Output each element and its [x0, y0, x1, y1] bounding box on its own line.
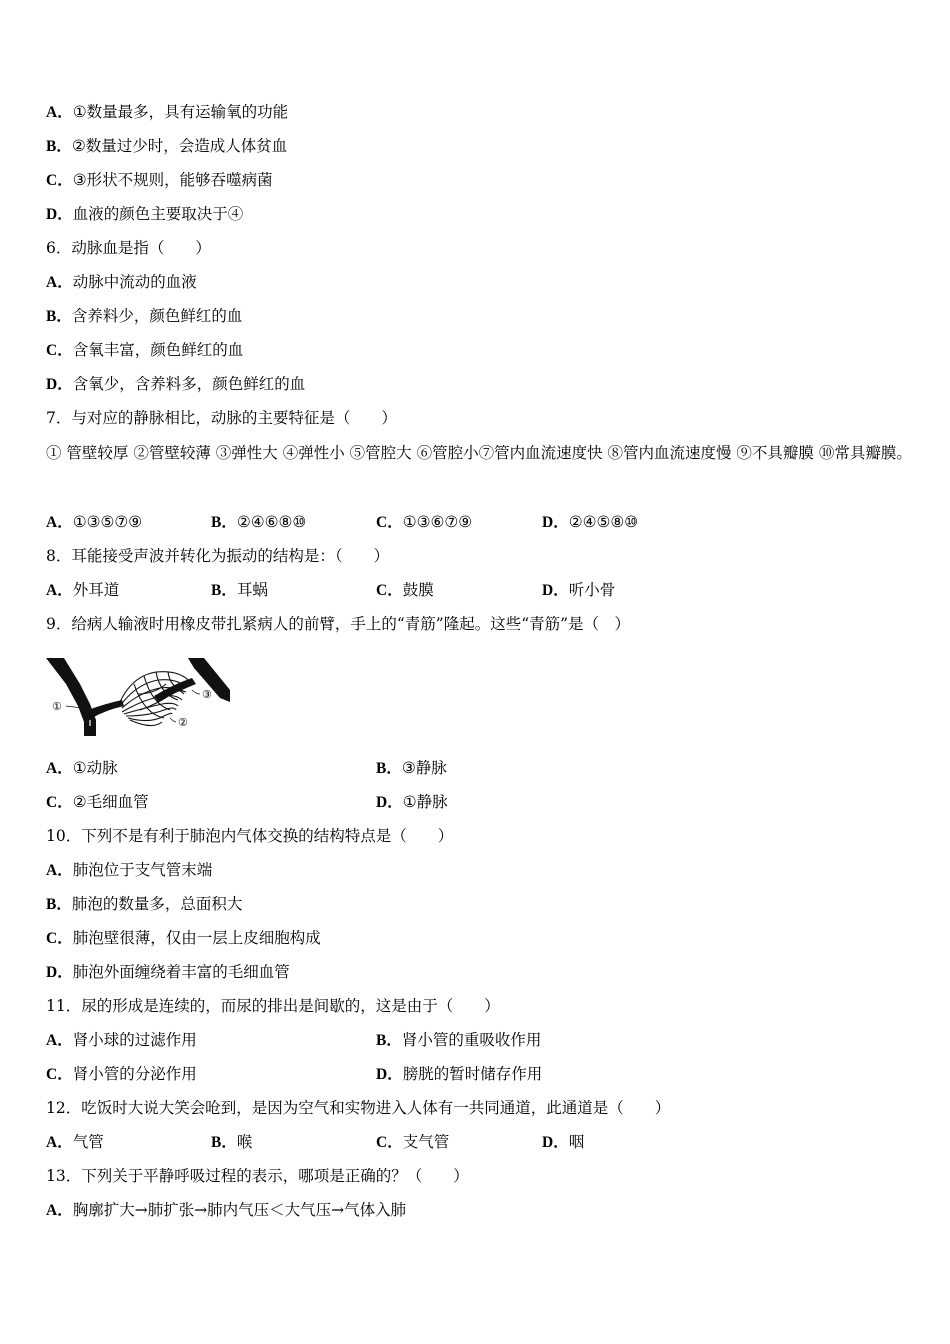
q9-stem: 9．给病人输液时用橡皮带扎紧病人的前臂，手上的“青筋”隆起。这些“青筋”是（ ）: [46, 615, 631, 633]
option-label: D．: [46, 964, 73, 981]
q5-option-b: [46, 136, 287, 157]
option-text: ②毛细血管: [72, 793, 149, 811]
option-text: 动脉中流动的血液: [72, 273, 197, 291]
q8-option-a: [46, 580, 119, 601]
option-label: D．: [542, 1134, 569, 1151]
option-label: B．: [376, 760, 402, 777]
q5-option-c: [46, 170, 273, 191]
option-label: B．: [46, 138, 72, 155]
option-label: A．: [46, 1032, 73, 1049]
option-label: D．: [542, 582, 569, 599]
blood-vessel-figure: [44, 654, 234, 736]
q9-option-b: [376, 758, 447, 779]
q10-option-c: [46, 928, 321, 949]
q8-stem: 8．耳能接受声波并转化为振动的结构是：（ ）: [46, 547, 390, 565]
option-text: ①③⑥⑦⑨: [402, 513, 473, 531]
q6-option-a: [46, 272, 197, 293]
option-text: 肾小管的重吸收作用: [401, 1031, 542, 1049]
option-text: ③形状不规则，能够吞噬病菌: [72, 171, 273, 189]
option-label: D．: [376, 1066, 403, 1083]
q10-option-d: [46, 962, 290, 983]
option-label: C．: [46, 930, 73, 947]
option-text: 肺泡外面缠绕着丰富的毛细血管: [72, 963, 290, 981]
option-text: 含氧少，含养料多，颜色鲜红的血: [72, 375, 306, 393]
q9-option-d: [376, 792, 448, 813]
figure-label-2: ②: [178, 716, 188, 729]
option-text: 肾小球的过滤作用: [72, 1031, 197, 1049]
vessel-branch: [88, 700, 124, 718]
option-text: ①数量最多，具有运输氧的功能: [72, 103, 289, 121]
option-label: C．: [46, 342, 73, 359]
q6-stem: 6．动脉血是指（ ）: [46, 239, 211, 257]
option-text: 膀胱的暂时储存作用: [402, 1065, 543, 1083]
q5-option-a: [46, 102, 288, 123]
option-text: 气管: [72, 1133, 104, 1151]
q11-stem: 11．尿的形成是连续的，而尿的排出是间歇的，这是由于（ ）: [46, 997, 500, 1015]
q7-stem: 7．与对应的静脉相比，动脉的主要特征是（ ）: [46, 409, 397, 427]
option-label: C．: [376, 582, 403, 599]
option-label: B．: [211, 514, 237, 531]
option-text: 肺泡壁很薄，仅由一层上皮细胞构成: [72, 929, 321, 947]
q12-option-a: [46, 1132, 104, 1153]
q13-option-a: [46, 1200, 406, 1221]
q11-option-a: [46, 1030, 197, 1051]
q6-option-b: [46, 306, 242, 327]
q12-option-b: [211, 1132, 252, 1153]
option-label: D．: [542, 514, 569, 531]
option-label: A．: [46, 1202, 73, 1219]
q12-option-c: [376, 1132, 449, 1153]
figure-label-3: ③: [202, 688, 212, 701]
option-text: 肺泡位于支气管末端: [72, 861, 213, 879]
q6-option-d: [46, 374, 305, 395]
option-label: B．: [211, 1134, 237, 1151]
option-text: 血液的颜色主要取决于④: [72, 205, 244, 223]
option-text: 胸廓扩大→肺扩张→肺内气压＜大气压→气体入肺: [72, 1201, 407, 1219]
option-label: D．: [376, 794, 403, 811]
option-label: A．: [46, 760, 73, 777]
q10-option-b: [46, 894, 242, 915]
q11-option-b: [376, 1030, 541, 1051]
option-text: ②④⑤⑧⑩: [568, 513, 639, 531]
q12-option-d: [542, 1132, 584, 1153]
option-label: B．: [46, 896, 72, 913]
q9-option-a: [46, 758, 118, 779]
option-label: C．: [46, 1066, 73, 1083]
q8-option-d: [542, 580, 615, 601]
option-text: 听小骨: [568, 581, 616, 599]
q11-option-d: [376, 1064, 542, 1085]
option-text: 鼓膜: [402, 581, 434, 599]
option-text: 咽: [568, 1133, 585, 1151]
option-label: A．: [46, 274, 73, 291]
option-label: C．: [46, 794, 73, 811]
option-label: A．: [46, 582, 73, 599]
option-text: ①动脉: [72, 759, 118, 777]
q9-option-c: [46, 792, 149, 813]
option-label: D．: [46, 376, 73, 393]
option-text: ①③⑤⑦⑨: [72, 513, 143, 531]
q6-option-c: [46, 340, 243, 361]
q7-option-b: [211, 512, 306, 533]
q7-option-a: [46, 512, 142, 533]
q12-stem: 12．吃饭时大说大笑会呛到，是因为空气和实物进入人体有一共同通道，此通道是（ ）: [46, 1099, 671, 1117]
option-text: 肾小管的分泌作用: [72, 1065, 197, 1083]
q7-items: ① 管壁较厚 ②管壁较薄 ③弹性大 ④弹性小 ⑤管腔大 ⑥管腔小⑦管内血流速度快 ⑧管内血流速度慢 ⑨不具瓣膜 ⑩常具瓣膜。: [46, 444, 912, 462]
q7-option-d: [542, 512, 638, 533]
q11-option-c: [46, 1064, 197, 1085]
option-label: A．: [46, 514, 73, 531]
q8-option-c: [376, 580, 434, 601]
option-label: C．: [376, 1134, 403, 1151]
option-text: 含养料少，颜色鲜红的血: [71, 307, 243, 325]
option-label: D．: [46, 206, 73, 223]
option-text: 支气管: [402, 1133, 450, 1151]
option-label: B．: [376, 1032, 402, 1049]
option-label: A．: [46, 1134, 73, 1151]
option-text: ②数量过少时，会造成人体贫血: [71, 137, 288, 155]
q10-option-a: [46, 860, 212, 881]
option-label: B．: [46, 308, 72, 325]
figure-label-1: ①: [52, 700, 62, 713]
q7-option-c: [376, 512, 472, 533]
option-text: ①静脉: [402, 793, 448, 811]
option-text: 喉: [236, 1133, 253, 1151]
q10-stem: 10．下列不是有利于肺泡内气体交换的结构特点是（ ）: [46, 827, 454, 845]
option-text: 含氧丰富，颜色鲜红的血: [72, 341, 244, 359]
option-label: A．: [46, 104, 73, 121]
q13-stem: 13．下列关于平静呼吸过程的表示，哪项是正确的？（ ）: [46, 1167, 469, 1185]
option-label: C．: [376, 514, 403, 531]
q5-option-d: [46, 204, 243, 225]
option-text: 肺泡的数量多，总面积大: [71, 895, 243, 913]
option-label: C．: [46, 172, 73, 189]
option-text: 外耳道: [72, 581, 120, 599]
option-label: A．: [46, 862, 73, 879]
vessel-1: [46, 658, 96, 736]
option-text: ②④⑥⑧⑩: [236, 513, 307, 531]
q8-option-b: [211, 580, 268, 601]
option-text: 耳蜗: [236, 581, 268, 599]
option-label: B．: [211, 582, 237, 599]
option-text: ③静脉: [401, 759, 447, 777]
